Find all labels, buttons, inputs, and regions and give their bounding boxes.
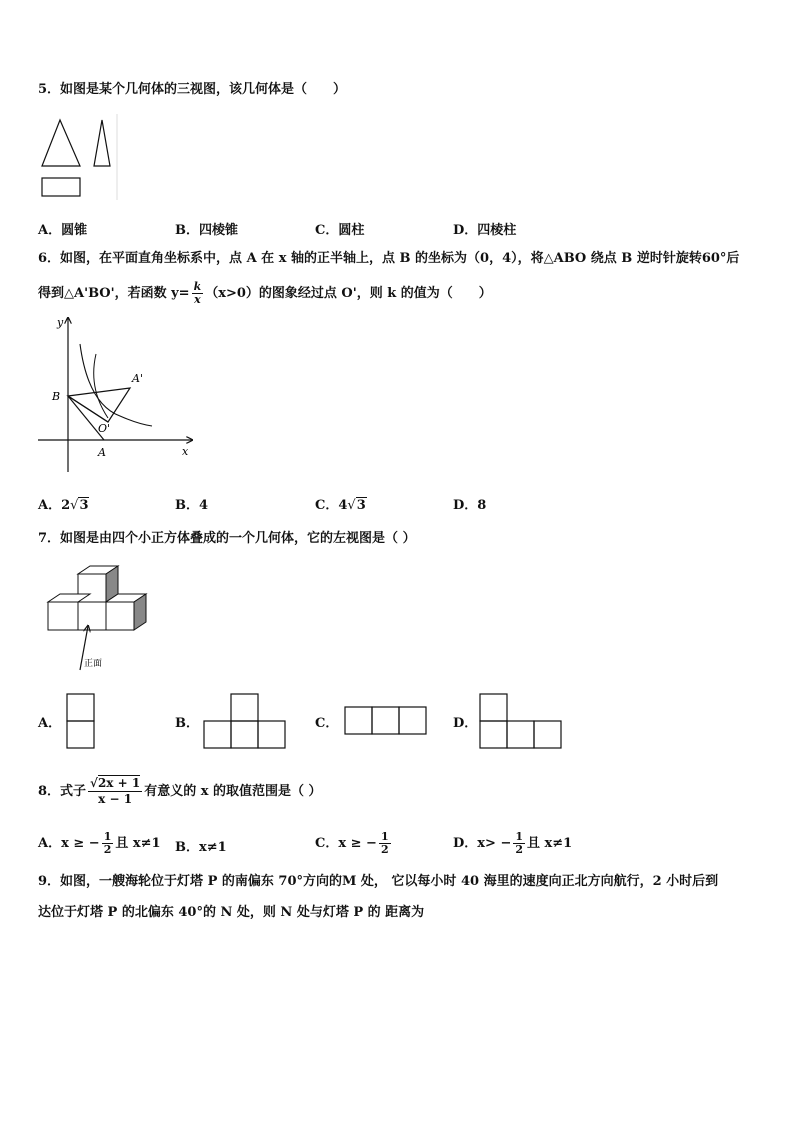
q5-option-d[interactable]: D．四棱柱 <box>453 223 517 238</box>
q6-coordinate-figure <box>36 314 201 478</box>
q9-line2: 达位于灯塔 P 的北偏东 40°的 N 处，则 N 处与灯塔 P 的 距离为 <box>38 905 425 920</box>
q7-option-d-letter[interactable]: D． <box>453 716 478 731</box>
q8-option-c[interactable]: C．x ≥ − $\frac{1}{2}$ <box>315 830 389 856</box>
label-x: x <box>182 445 189 458</box>
side-view-triangle <box>94 120 110 166</box>
sqrt-symbol-icon: √ <box>70 498 79 513</box>
sqrt-symbol-icon: √ <box>90 776 98 790</box>
q8-text-b: 有意义的 x 的取值范围是（ ） <box>144 784 322 799</box>
q8-expression-fraction: $\frac{√2x + 1}{x - 1}$ <box>90 776 141 806</box>
q7-cube-figure <box>44 562 154 676</box>
label-B: B <box>52 390 61 403</box>
q8-option-d[interactable]: D．x> − $\frac{1}{2}$ 且 x≠1 <box>453 830 573 856</box>
q5-option-a[interactable]: A．圆锥 <box>38 223 88 238</box>
q5-option-b[interactable]: B．四棱锥 <box>175 223 238 238</box>
top-view-rectangle <box>42 178 80 196</box>
q9-line1: 9．如图，一艘海轮位于灯塔 P 的南偏东 70°方向的M 处， 它以每小时 40 海里的速度向正北方向航行，2 小时后到 <box>38 874 719 889</box>
q7-option-d-figure[interactable] <box>479 693 563 749</box>
q7-option-c-figure[interactable] <box>344 706 428 736</box>
q8-option-a[interactable]: A．x ≥ − $\frac{1}{2}$ 且 x≠1 <box>38 830 161 856</box>
q5-text: 5．如图是某个几何体的三视图，该几何体是（ ） <box>38 82 347 97</box>
half-fraction: $\frac{1}{2}$ <box>380 830 389 856</box>
q6-line1: 6．如图，在平面直角坐标系中，点 A 在 x 轴的正半轴上，点 B 的坐标为（0，4），将△ABO 绕点 B 逆时针旋转60°后 <box>38 251 740 266</box>
q7-option-c-letter[interactable]: C． <box>315 716 339 731</box>
label-A-prime: A' <box>132 372 143 385</box>
front-view-triangle <box>42 120 80 166</box>
q7-option-a-figure[interactable] <box>66 693 96 749</box>
q7-option-a-letter[interactable]: A． <box>38 716 62 731</box>
segment-BO1-inner <box>68 396 108 422</box>
q6-option-b[interactable]: B．4 <box>175 498 209 513</box>
half-fraction: $\frac{1}{2}$ <box>515 830 523 856</box>
label-A: A <box>98 446 106 459</box>
q7-option-b-letter[interactable]: B． <box>175 716 199 731</box>
q8-option-b[interactable]: B．x≠1 <box>175 840 227 855</box>
label-y: y <box>57 316 64 329</box>
q6-option-c[interactable]: C．4√3 <box>315 498 366 513</box>
q6-line2 <box>38 280 492 308</box>
sqrt-symbol-icon: √ <box>347 498 356 513</box>
q6-line2-a: 得到△A'BO'，若函数 y= <box>38 286 190 301</box>
q7-option-b-figure[interactable] <box>203 693 287 749</box>
q6-line2-b: （x>0）的图象经过点 O'，则 k 的值为（ ） <box>205 286 492 301</box>
q6-function-fraction: $\frac{k}{x}$ <box>193 280 202 306</box>
front-label: 正面 <box>84 659 103 669</box>
half-fraction: $\frac{1}{2}$ <box>103 830 112 856</box>
q5-option-c[interactable]: C．圆柱 <box>315 223 365 238</box>
rotation-arc <box>94 354 108 418</box>
q7-text: 7．如图是由四个小正方体叠成的一个几何体，它的左视图是（ ） <box>38 531 416 546</box>
q8-text-a: 8．式子 <box>38 784 87 799</box>
hyperbola-curve <box>80 344 152 426</box>
q6-option-d[interactable]: D．8 <box>453 498 487 513</box>
q6-option-a[interactable]: A．2√3 <box>38 498 89 513</box>
q8-line <box>38 772 322 812</box>
q5-three-views-figure <box>38 112 120 202</box>
label-O-prime: O' <box>98 422 111 435</box>
